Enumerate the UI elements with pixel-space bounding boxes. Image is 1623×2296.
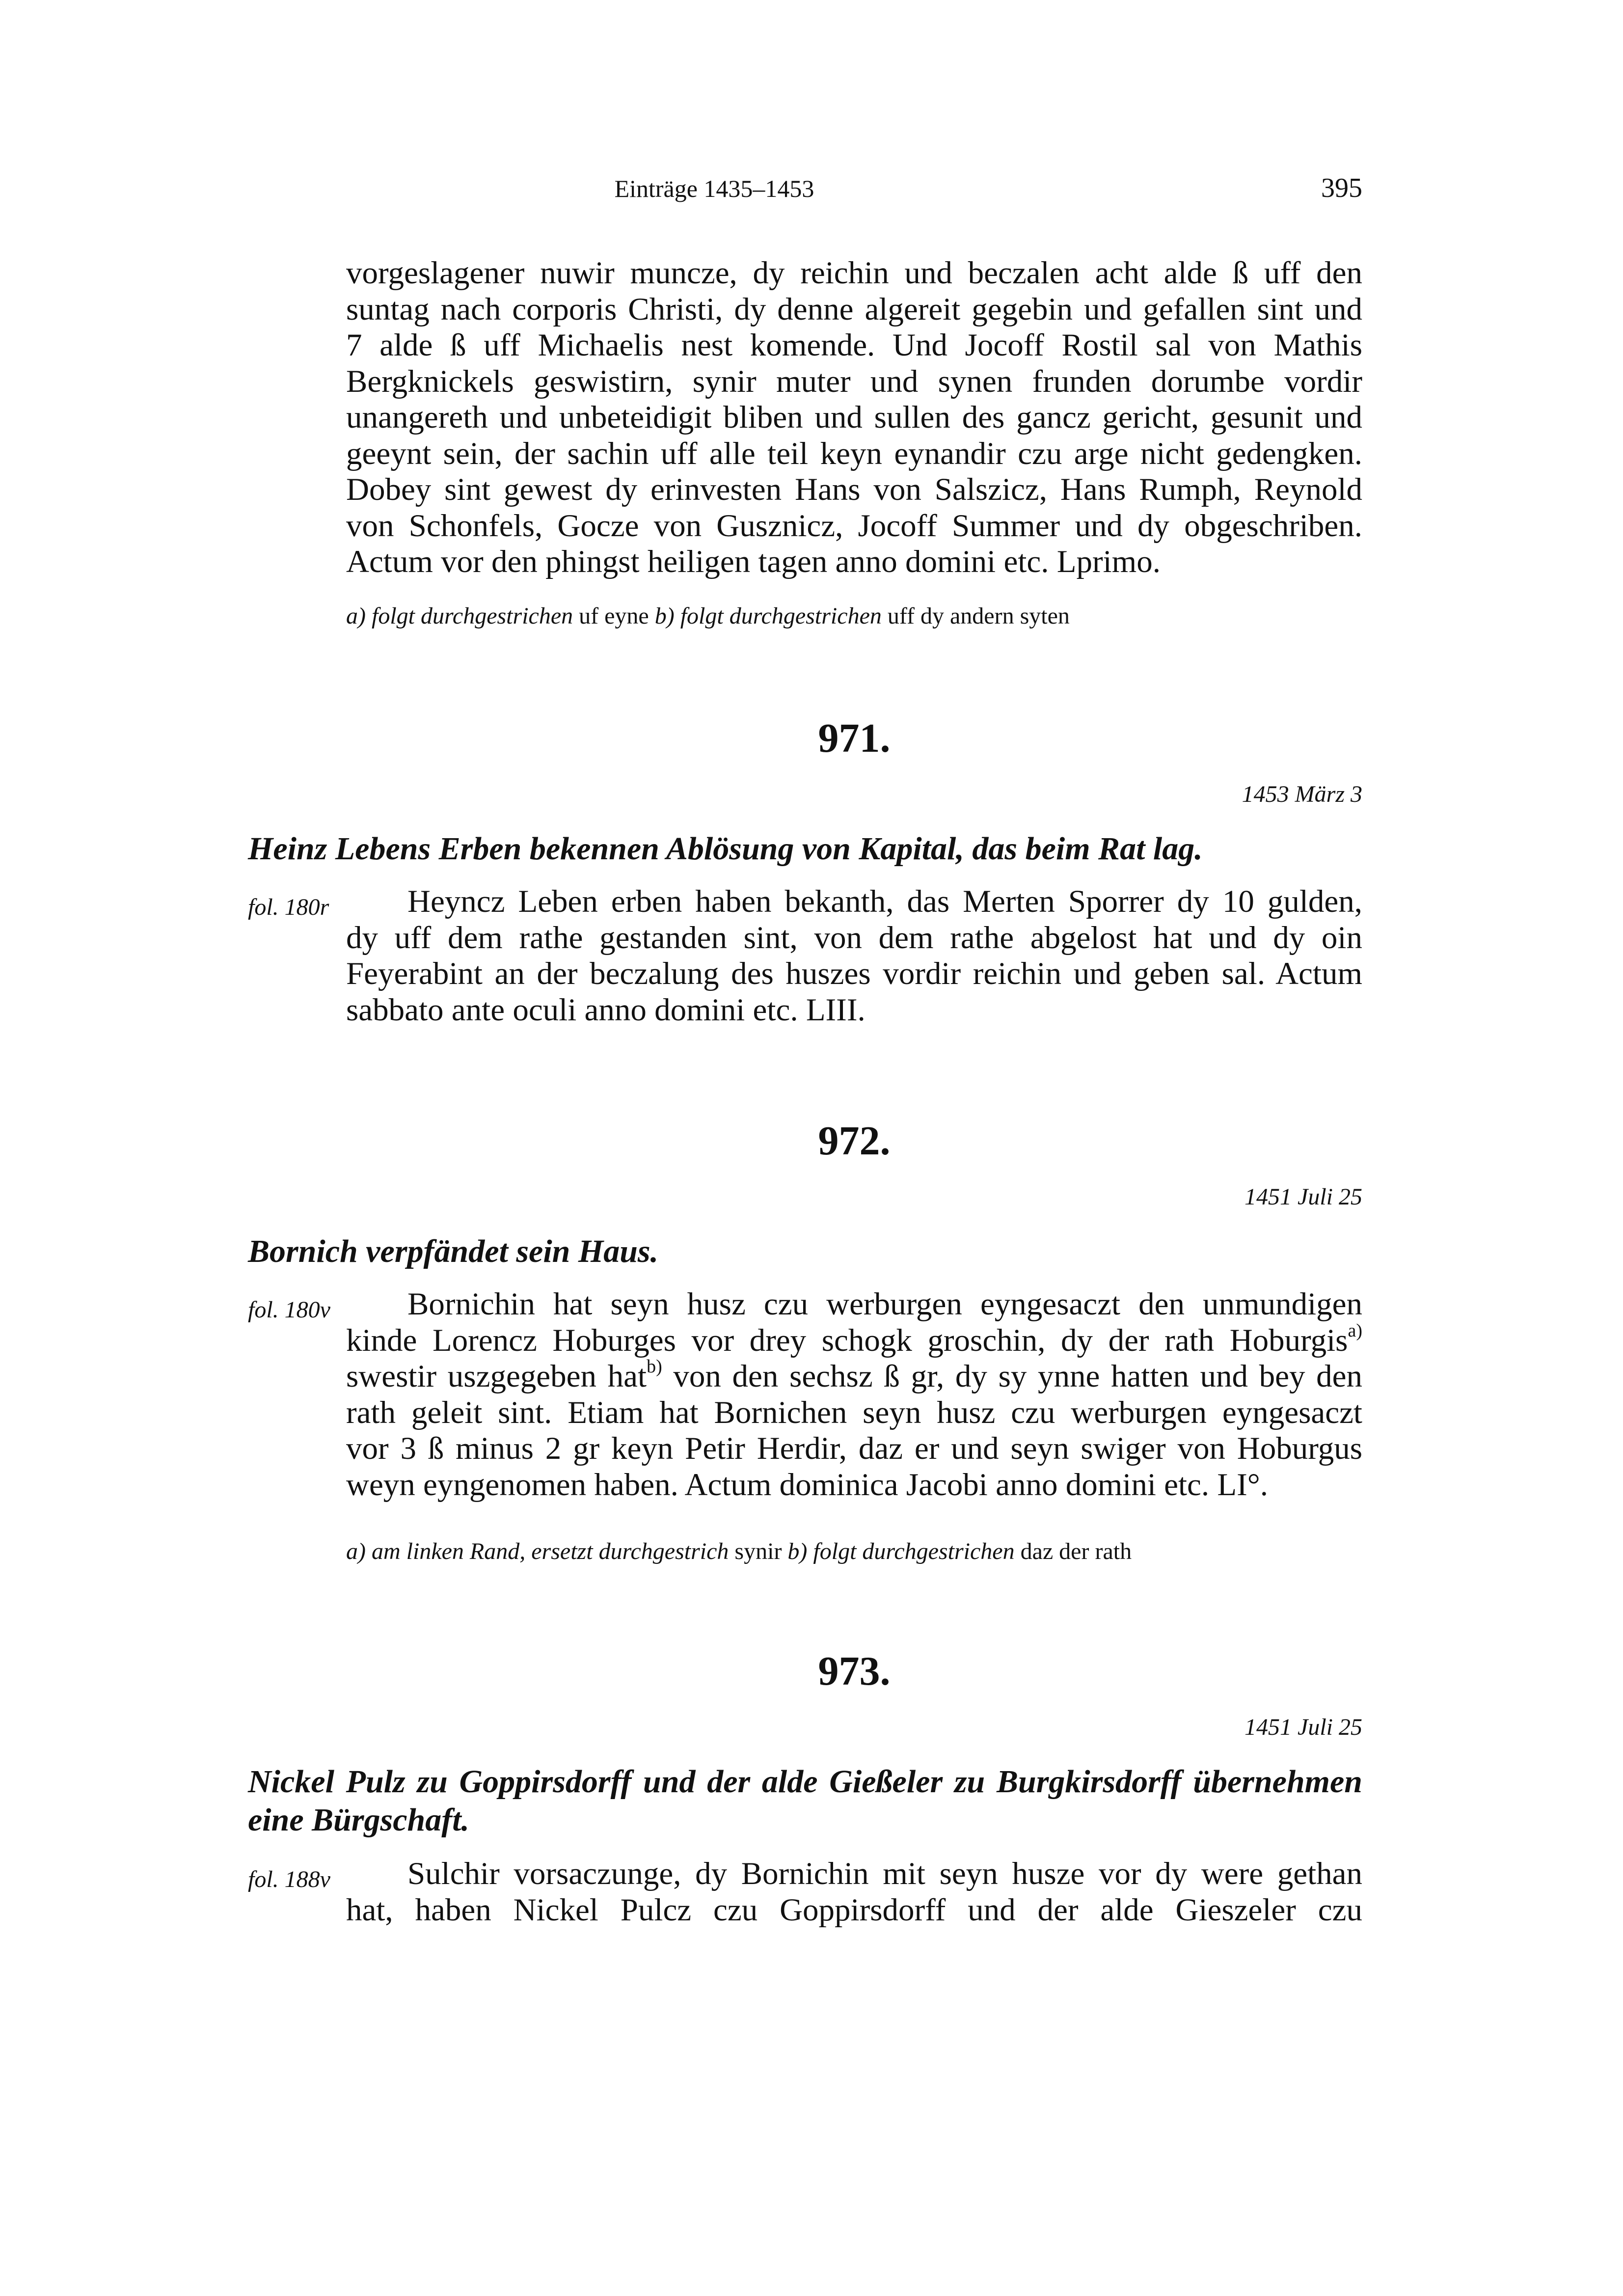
text-line: vor 3 ß minus 2 gr keyn Petir Herdir, daz er und seyn swiger von Hoburgus xyxy=(346,1431,1362,1466)
note-text: daz der rath xyxy=(1014,1538,1132,1564)
footnote-apparatus xyxy=(346,601,1070,631)
text-line: von Schonfels, Gocze von Gusznicz, Jocoff Summer und dy obgeschriben. xyxy=(346,508,1362,544)
text-line: geeynt sein, der sachin uff alle teil keyn eynandir czu arge nicht gedengken. xyxy=(346,436,1362,471)
entry-number: 972. xyxy=(818,1118,891,1164)
entry-regest: Bornich verpfändet sein Haus. xyxy=(248,1233,659,1269)
footnote-marker: b) xyxy=(647,1356,662,1377)
entry-number: 973. xyxy=(818,1648,891,1694)
text-line: dy uff dem rathe gestanden sint, von dem rathe abgelost hat und dy oin xyxy=(346,920,1362,956)
note-text: uff dy andern syten xyxy=(881,603,1070,629)
text-line: Feyerabint an der beczalung des huszes vordir reichin und geben sal. Actum xyxy=(346,956,1362,991)
text-line: Dobey sint gewest dy erinvesten Hans von Salszicz, Hans Rumph, Reynold xyxy=(346,472,1362,507)
text-line: suntag nach corporis Christi, dy denne algereit gegebin und gefallen sint und xyxy=(346,291,1362,327)
text-segment: kinde Lorencz Hoburges vor drey schogk groschin, dy der rath Hoburgis xyxy=(346,1322,1348,1358)
note-text: synir xyxy=(729,1538,788,1564)
text-line: vorgeslagener nuwir muncze, dy reichin und beczalen acht alde ß uff den xyxy=(346,255,1362,291)
text-line xyxy=(346,1356,1362,1395)
entry-text xyxy=(346,884,1362,1028)
text-line: Heyncz Leben erben haben bekanth, das Merten Sporrer dy 10 gulden, xyxy=(407,884,1362,919)
entry-regest: Heinz Lebens Erben bekennen Ablösung von Kapital, das beim Rat lag. xyxy=(248,831,1203,867)
note-label: a) folgt durchgestrichen xyxy=(346,603,573,629)
note-label: a) am linken Rand, ersetzt durchgestrich xyxy=(346,1538,729,1564)
intro-paragraph xyxy=(346,255,1362,580)
entry-date: 1453 März 3 xyxy=(1242,781,1362,807)
entry-date: 1451 Juli 25 xyxy=(1244,1184,1362,1210)
page-header xyxy=(346,174,1362,214)
text-line: Sulchir vorsaczunge, dy Bornichin mit seyn husze vor dy were gethan xyxy=(407,1856,1362,1891)
text-line: 7 alde ß uff Michaelis nest komende. Und Jocoff Rostil sal von Mathis xyxy=(346,328,1362,363)
running-head: Einträge 1435–1453 xyxy=(614,175,814,202)
text-line: hat, haben Nickel Pulcz czu Goppirsdorff und der alde Gieszeler czu xyxy=(346,1892,1362,1928)
folio-reference: fol. 180r xyxy=(248,894,329,920)
regest-line: eine Bürgschaft. xyxy=(248,1802,470,1838)
entry-regest xyxy=(248,1763,1362,1839)
footnote-marker: a) xyxy=(1348,1320,1362,1341)
text-segment: swestir uszgegeben hat xyxy=(346,1359,647,1394)
folio-reference: fol. 180v xyxy=(248,1297,330,1323)
text-line xyxy=(346,1320,1362,1359)
entry-text xyxy=(346,1286,1362,1503)
folio-reference: fol. 188v xyxy=(248,1866,330,1892)
note-label: b) folgt durchgestrichen xyxy=(787,1538,1015,1564)
text-line: unangereth und unbeteidigit bliben und sullen des gancz gericht, gesunit und xyxy=(346,400,1362,435)
text-line: weyn eyngenomen haben. Actum dominica Jacobi anno domini etc. LI°. xyxy=(346,1467,1268,1503)
footnote-apparatus xyxy=(346,1537,1132,1566)
entry-number: 971. xyxy=(818,715,891,761)
text-line: rath geleit sint. Etiam hat Bornichen seyn husz czu werburgen eyngesaczt xyxy=(346,1394,1362,1430)
text-line: Bergknickels geswistirn, synir muter und synen frunden dorumbe vordir xyxy=(346,363,1362,399)
page-number: 395 xyxy=(1321,173,1362,203)
entry-text xyxy=(346,1856,1362,1928)
text-line: Actum vor den phingst heiligen tagen anno domini etc. Lprimo. xyxy=(346,544,1161,579)
regest-line: Nickel Pulz zu Goppirsdorff und der alde Gießeler zu Burgkirsdorff übernehmen xyxy=(248,1764,1362,1800)
note-label: b) folgt durchgestrichen xyxy=(654,603,882,629)
text-line: sabbato ante oculi anno domini etc. LIII. xyxy=(346,992,866,1028)
text-line: Bornichin hat seyn husz czu werburgen eyngesaczt den unmundigen xyxy=(407,1286,1362,1322)
entry-date: 1451 Juli 25 xyxy=(1244,1714,1362,1740)
note-text: uf eyne xyxy=(573,603,655,629)
text-segment: von den sechsz ß gr, dy sy ynne hatten und bey den xyxy=(662,1359,1362,1394)
